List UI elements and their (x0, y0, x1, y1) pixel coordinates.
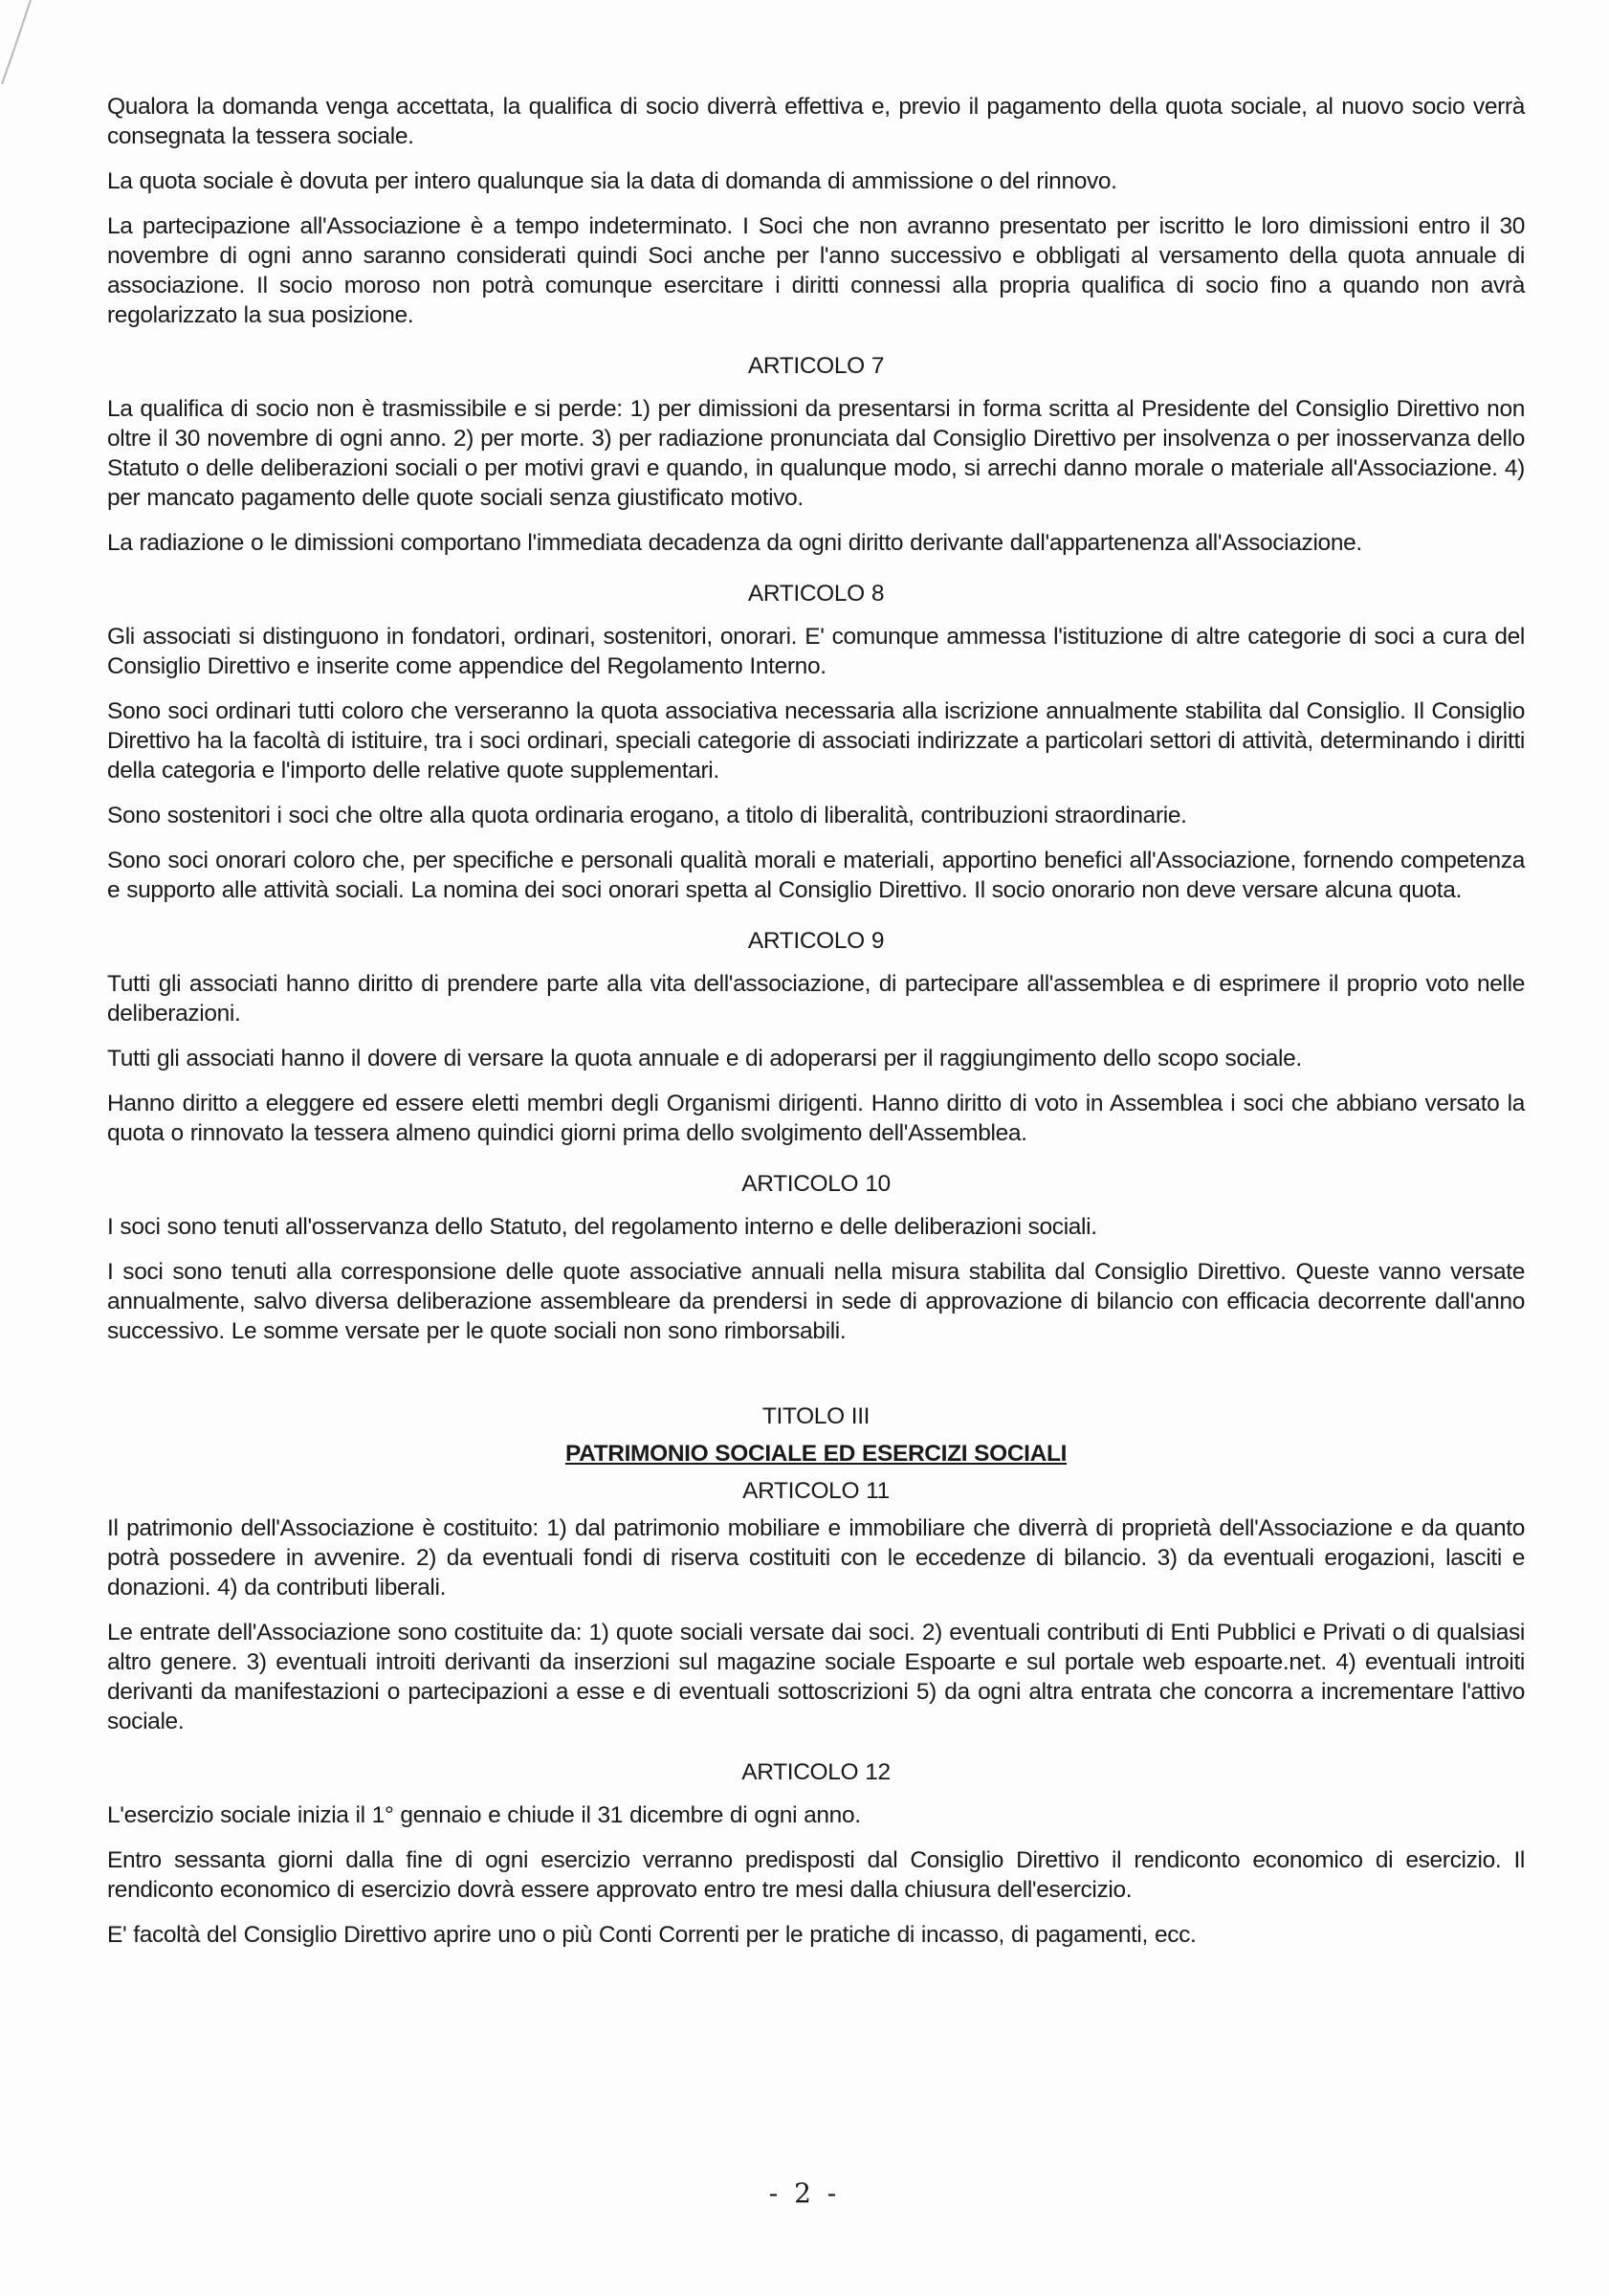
paragraph-perdita-qualifica: La qualifica di socio non è trasmissibile e si perde: 1) per dimissioni da presentarsi in forma scritta al Presidente del Consiglio Direttivo non oltre il 30 novembre di ogni anno. 2) per morte. 3) per radiazione pronunciata dal Consiglio Direttivo per insolvenza o per inosservanza dello Statuto o delle deliberazioni sociali o per motivi gravi e quando, in qualunque modo, si arrechi danno morale o materiale all'Associazione. 4) per mancato pagamento delle quote sociali senza giustificato motivo. (107, 396, 1525, 511)
paragraph-osservanza-statuto: I soci sono tenuti all'osservanza dello Statuto, del regolamento interno e delle deliberazioni sociali. (107, 1214, 1097, 1240)
section-subtitle: PATRIMONIO SOCIALE ED ESERCIZI SOCIALI (564, 1441, 1068, 1467)
article-heading-12: ARTICOLO 12 (741, 1759, 891, 1785)
page-number: - 2 - (768, 2177, 841, 2209)
paragraph-entrate: Le entrate dell'Associazione sono costituite da: 1) quote sociali versate dai soci. 2) eventuali contributi di Enti Pubblici e Privati o di qualsiasi altro genere. 3) eventuali introiti derivanti da inserzioni sul magazine sociale Espoarte e sul portale web espoarte.net. 4) eventuali introiti derivanti da manifestazioni o partecipazioni a esse e di eventuali sottoscrizioni 5) da ogni altra entrata che concorra a incrementare l'attivo sociale. (107, 1620, 1525, 1734)
paragraph-soci-onorari: Sono soci onorari coloro che, per specifiche e personali qualità morali e materiali, apportino benefici all'Associazione, fornendo competenza e supporto alle attività sociali. La nomina dei soci onorari spetta al Consiglio Direttivo. Il socio onorario non deve versare alcuna quota. (107, 848, 1525, 903)
scan-edge-mark (0, 0, 38, 86)
title-section (107, 1402, 1525, 1506)
article-heading-8: ARTICOLO 8 (747, 581, 885, 607)
document-body (107, 92, 1525, 1965)
paragraph-doveri-associati: Tutti gli associati hanno il dovere di versare la quota annuale e di adoperarsi per il raggiungimento dello scopo sociale. (107, 1046, 1302, 1071)
paragraph-rendiconto: Entro sessanta giorni dalla fine di ogni esercizio verranno predisposti dal Consiglio Direttivo il rendiconto economico di esercizio. Il rendiconto economico di esercizio dovrà essere approvato entro tre mesi dalla chiusura dell'esercizio. (107, 1847, 1525, 1903)
article-heading-10: ARTICOLO 10 (741, 1171, 891, 1197)
paragraph-esercizio-sociale: L'esercizio sociale inizia il 1° gennaio e chiude il 31 dicembre di ogni anno. (107, 1802, 861, 1828)
article-heading-9: ARTICOLO 9 (747, 928, 885, 954)
paragraph-conti-correnti: E' facoltà del Consiglio Direttivo aprire uno o più Conti Correnti per le pratiche di incasso, di pagamenti, ecc. (107, 1922, 1197, 1948)
paragraph-categorie-associati: Gli associati si distinguono in fondatori, ordinari, sostenitori, onorari. E' comunque ammessa l'istituzione di altre categorie di soci a cura del Consiglio Direttivo e inserite come appendice del Regolamento Interno. (107, 624, 1525, 679)
paragraph-soci-sostenitori: Sono sostenitori i soci che oltre alla quota ordinaria erogano, a titolo di liberalità, contribuzioni straordinarie. (107, 803, 1187, 828)
article-heading-7: ARTICOLO 7 (747, 353, 885, 379)
section-title: TITOLO III (761, 1403, 871, 1429)
paragraph-quota-intero: La quota sociale è dovuta per intero qualunque sia la data di domanda di ammissione o del rinnovo. (107, 168, 1117, 194)
paragraph-quote-associative: I soci sono tenuti alla corresponsione delle quote associative annuali nella misura stabilita dal Consiglio Direttivo. Queste vanno versate annualmente, salvo diversa deliberazione assembleare da prendersi in sede di approvazione di bilancio con efficacia decorrente dall'anno successivo. Le somme versate per le quote sociali non sono rimborsabili. (107, 1259, 1525, 1344)
paragraph-quota-accettazione: Qualora la domanda venga accettata, la qualifica di socio diverrà effettiva e, previo il pagamento della quota sociale, al nuovo socio verrà consegnata la tessera sociale. (107, 94, 1525, 149)
paragraph-patrimonio: Il patrimonio dell'Associazione è costituito: 1) dal patrimonio mobiliare e immobiliare che diverrà di proprietà dell'Associazione e da quanto potrà possedere in avvenire. 2) da eventuali fondi di riserva costituiti con le eccedenze di bilancio. 3) da eventuali erogazioni, lasciti e donazioni. 4) da contributi liberali. (107, 1515, 1525, 1601)
article-heading-11: ARTICOLO 11 (742, 1478, 890, 1504)
paragraph-soci-ordinari: Sono soci ordinari tutti coloro che verseranno la quota associativa necessaria alla iscrizione annualmente stabilita dal Consiglio. Il Consiglio Direttivo ha la facoltà di istituire, tra i soci ordinari, speciali categorie di associati indirizzate a particolari settori di attività, determinando i diritti della categoria e l'importo delle relative quote supplementari. (107, 698, 1525, 784)
paragraph-diritti-associati: Tutti gli associati hanno diritto di prendere parte alla vita dell'associazione, di partecipare all'assemblea e di esprimere il proprio voto nelle deliberazioni. (107, 971, 1525, 1027)
paragraph-partecipazione: La partecipazione all'Associazione è a tempo indeterminato. I Soci che non avranno presentato per iscritto le loro dimissioni entro il 30 novembre di ogni anno saranno considerati quindi Soci anche per l'anno successivo e obbligati al versamento della quota annuale di associazione. Il socio moroso non potrà comunque esercitare i diritti connessi alla propria qualifica di socio fino a quando non avrà regolarizzato la sua posizione. (107, 213, 1525, 328)
paragraph-diritto-voto: Hanno diritto a eleggere ed essere eletti membri degli Organismi dirigenti. Hanno diritto di voto in Assemblea i soci che abbiano versato la quota o rinnovato la tessera almeno quindici giorni prima dello svolgimento dell'Assemblea. (107, 1091, 1525, 1146)
paragraph-radiazione: La radiazione o le dimissioni comportano l'immediata decadenza da ogni diritto derivante dall'appartenenza all'Associazione. (107, 530, 1362, 556)
